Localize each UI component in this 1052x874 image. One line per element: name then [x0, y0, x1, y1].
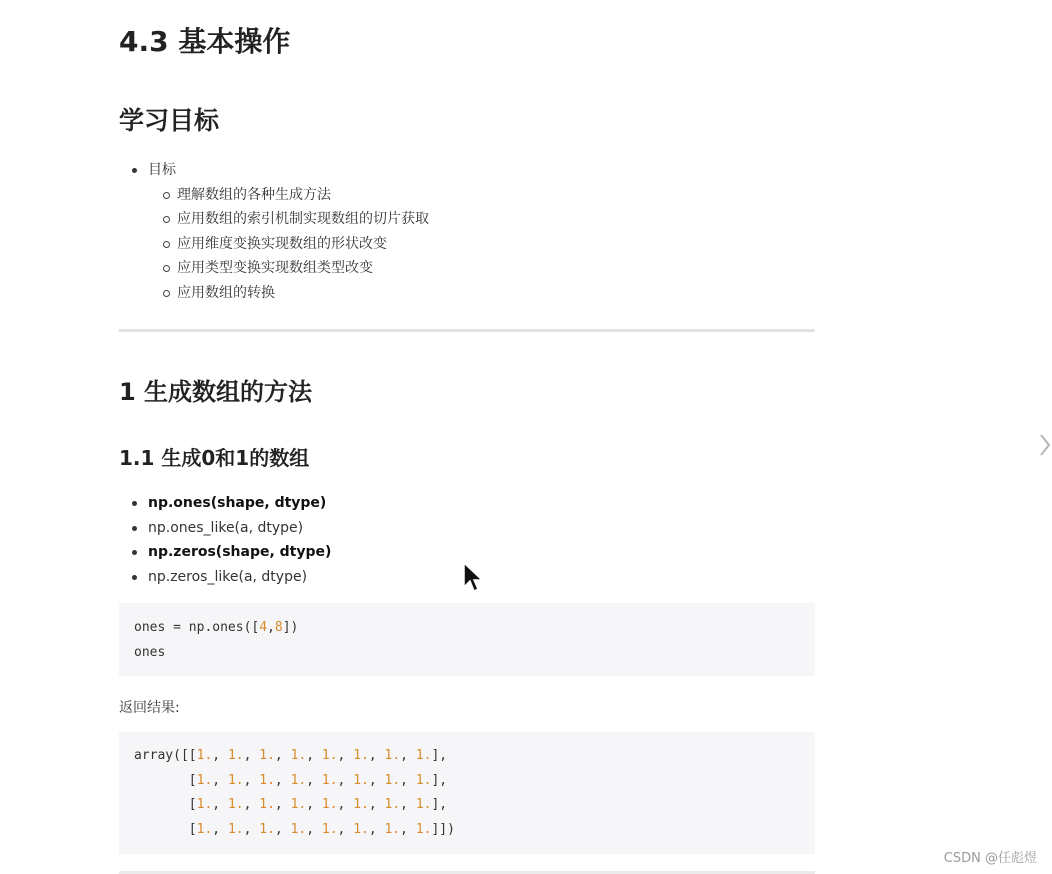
goal-item-text: 应用类型变换实现数组类型改变: [177, 260, 373, 277]
hollow-bullet-icon: [163, 265, 170, 272]
bullet-icon: [132, 550, 137, 555]
code-line: array([[1., 1., 1., 1., 1., 1., 1., 1.],: [134, 748, 448, 763]
api-item: [119, 540, 331, 565]
subsection-heading: 1.1 生成0和1的数组: [119, 446, 310, 470]
goal-item-text: 应用数组的索引机制实现数组的切片获取: [177, 211, 429, 228]
hollow-bullet-icon: [163, 216, 170, 223]
code-line: [1., 1., 1., 1., 1., 1., 1., 1.],: [134, 772, 448, 788]
horizontal-rule: [119, 329, 815, 332]
code-block-input: [119, 603, 815, 676]
code-line: ones: [134, 644, 166, 660]
bullet-icon: [132, 526, 137, 531]
watermark: CSDN @任彪煜: [943, 851, 1037, 866]
api-signature: np.zeros(shape, dtype): [148, 544, 332, 561]
hollow-bullet-icon: [163, 192, 170, 199]
bullet-icon: [132, 501, 137, 506]
sub-list-item: [119, 256, 429, 281]
code-block-output: [119, 732, 815, 854]
code-line: ones = np.ones([4,8]): [134, 620, 299, 635]
bullet-icon: [132, 168, 137, 173]
api-signature: np.ones(shape, dtype): [148, 495, 327, 511]
api-item: [119, 565, 331, 590]
section-title: 4.3 基本操作: [119, 25, 291, 58]
section-heading: 1 生成数组的方法: [119, 378, 313, 406]
api-signature: np.ones_like(a, dtype): [148, 519, 304, 536]
goal-item-text: 应用数组的转换: [177, 284, 275, 301]
code-line: [1., 1., 1., 1., 1., 1., 1., 1.]]): [134, 821, 455, 837]
hollow-bullet-icon: [163, 290, 170, 297]
api-signature: np.zeros_like(a, dtype): [148, 568, 308, 585]
goal-item-text: 应用维度变换实现数组的形状改变: [177, 235, 387, 252]
sub-list-item: [119, 232, 429, 257]
list-item: [119, 158, 176, 183]
code-line: [1., 1., 1., 1., 1., 1., 1., 1.],: [134, 797, 448, 812]
sub-list-item: [119, 183, 429, 208]
chevron-right-icon[interactable]: [1038, 432, 1052, 458]
sub-list-item: [119, 281, 429, 306]
result-label: 返回结果:: [119, 700, 180, 716]
goals-list: [119, 158, 176, 183]
mouse-cursor-icon: [462, 561, 484, 595]
api-item: [119, 516, 331, 541]
goal-item-text: 理解数组的各种生成方法: [177, 186, 331, 203]
goals-title: 学习目标: [119, 106, 220, 135]
api-list: [119, 491, 331, 589]
sub-list-item: [119, 207, 429, 232]
goals-sublist: [119, 183, 429, 306]
goal-label: 目标: [148, 162, 176, 178]
bullet-icon: [132, 575, 137, 580]
api-item: [119, 491, 331, 516]
hollow-bullet-icon: [163, 241, 170, 248]
